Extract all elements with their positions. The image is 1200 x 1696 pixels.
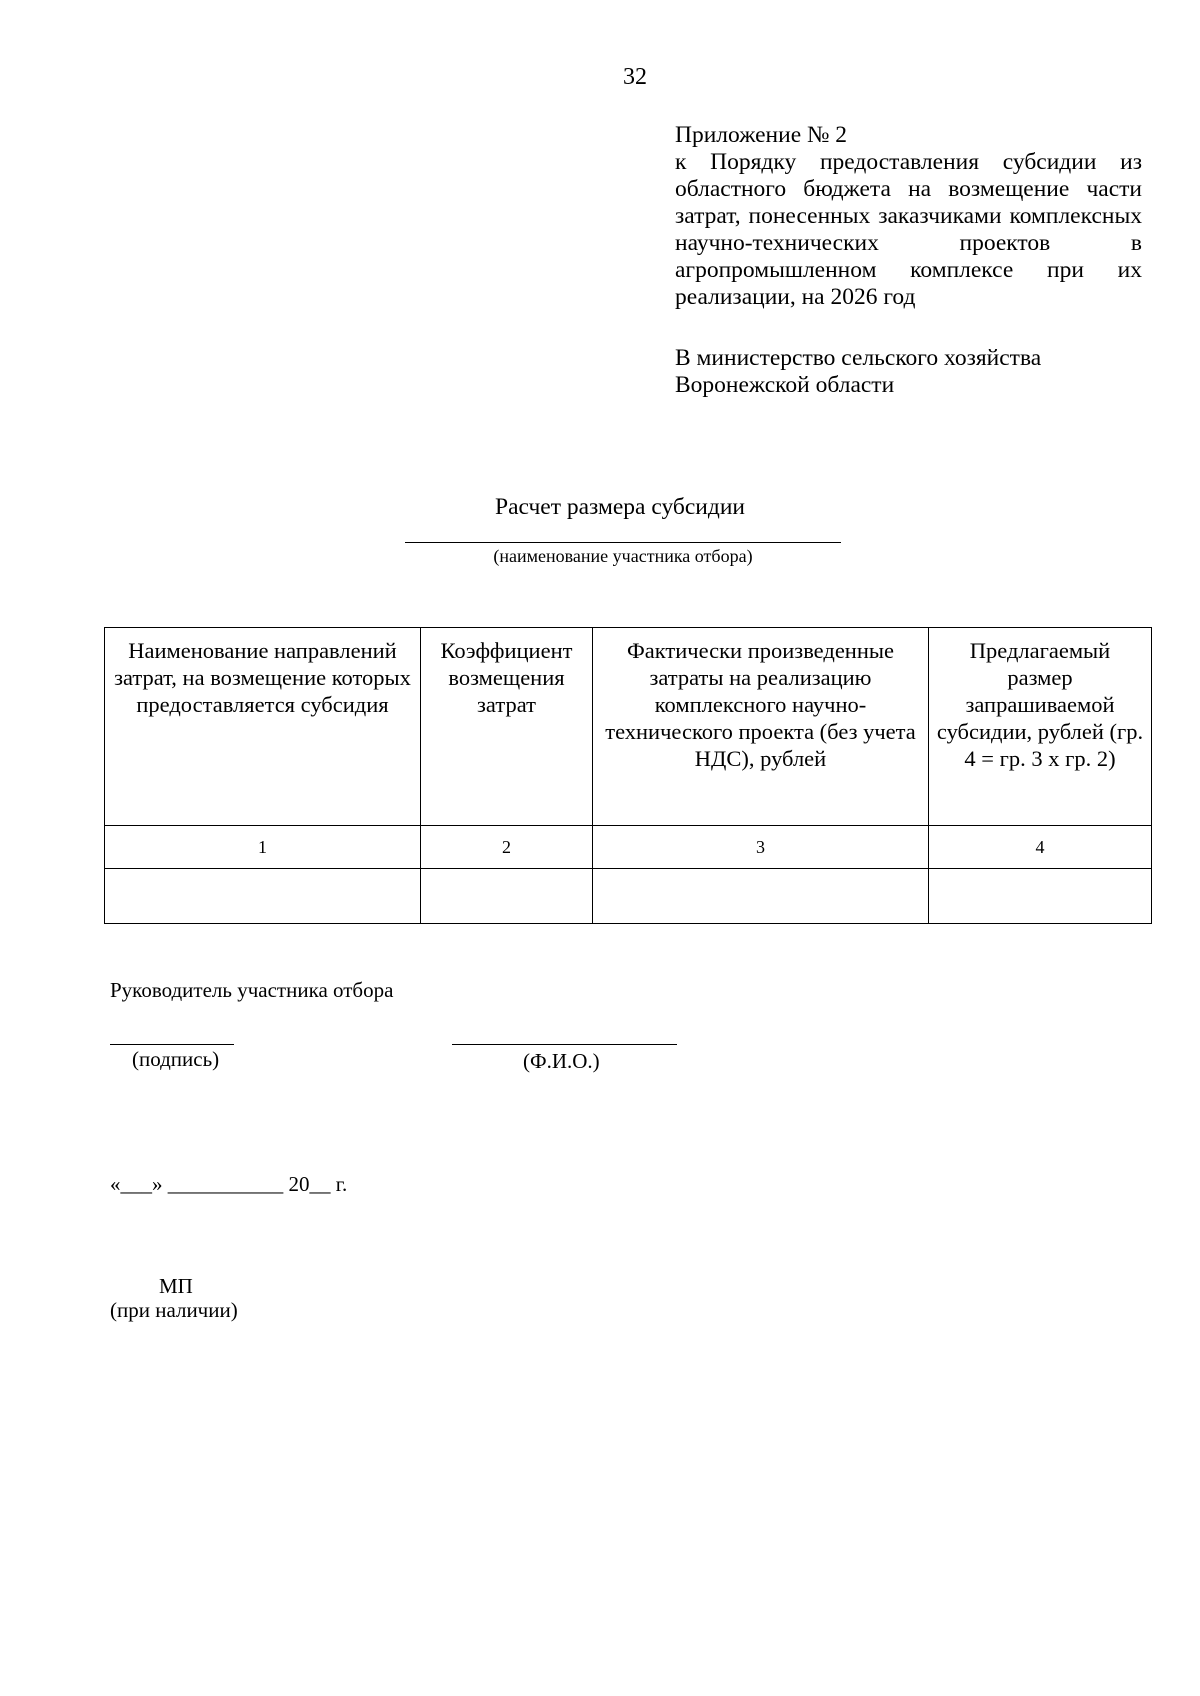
addressee-line-1: В министерство сельского хозяйства [675,345,1042,371]
table-row [105,869,1152,924]
participant-name-line [405,542,841,543]
form-title: Расчет размера субсидии [495,494,745,520]
addressee-line-2: Воронежской области [675,372,895,398]
table-cell[interactable] [593,869,929,924]
signature-caption: (подпись) [132,1047,220,1071]
appendix-title: Приложение № 2 [675,122,848,148]
page-number: 32 [623,64,647,90]
fio-line [452,1044,677,1045]
stamp-label: МП [159,1274,193,1298]
addressee-block [675,345,1145,399]
subsidy-calculation-table [104,627,1152,924]
column-number-row [105,826,1152,869]
header-actual-costs: Фактически произведенные затраты на реализацию комплексного научно-технического проекта (без учета НДС), рублей [593,628,929,826]
header-requested-subsidy: Предлагаемый размер запрашиваемой субсидии, рублей (гр. 4 = гр. 3 х гр. 2) [929,628,1152,826]
table-cell[interactable] [421,869,593,924]
column-number-1: 1 [105,826,421,869]
table-cell[interactable] [929,869,1152,924]
stamp-note: (при наличии) [110,1298,238,1322]
table-header-row [105,628,1152,826]
head-of-participant-label: Руководитель участника отбора [110,978,394,1002]
fio-caption: (Ф.И.О.) [523,1049,600,1073]
date-line: «___» ___________ 20__ г. [110,1172,348,1196]
header-reimbursement-coefficient: Коэффициент возмещения затрат [421,628,593,826]
column-number-2: 2 [421,826,593,869]
appendix-block [675,122,1142,311]
appendix-text: к Порядку предоставления субсидии из областного бюджета на возмещение части затрат, понесенных заказчиками комплексных научно-технических проектов в агропромышленном комплексе при их реализации, на 2026 год [675,149,1142,310]
column-number-4: 4 [929,826,1152,869]
table-cell[interactable] [105,869,421,924]
participant-caption: (наименование участника отбора) [493,546,753,566]
header-cost-directions: Наименование направлений затрат, на возмещение которых предоставляется субсидия [105,628,421,826]
signature-line [110,1044,234,1045]
column-number-3: 3 [593,826,929,869]
